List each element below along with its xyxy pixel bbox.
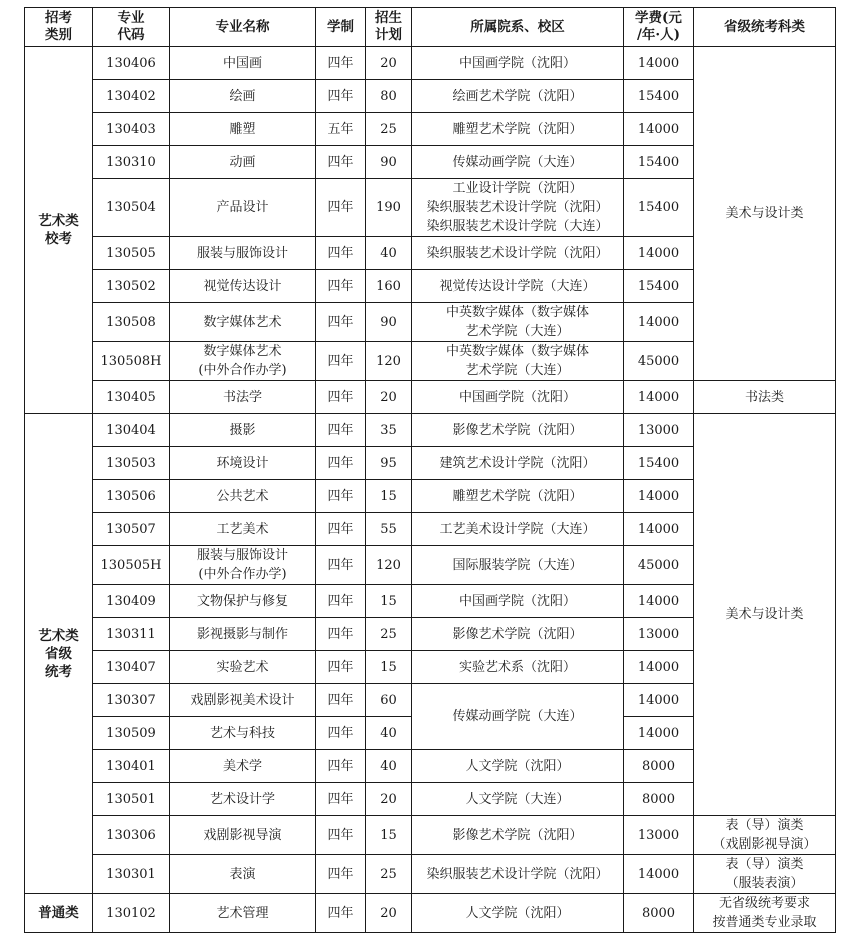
exam-type-cell: 书法类 — [694, 381, 836, 414]
fee-cell: 15400 — [624, 179, 694, 237]
duration-cell: 四年 — [316, 546, 366, 585]
college-cell: 传媒动画学院（大连） — [412, 146, 624, 179]
code-cell: 130310 — [93, 146, 170, 179]
quota-cell: 80 — [366, 80, 412, 113]
code-cell: 130501 — [93, 783, 170, 816]
header-category: 招考 类别 — [25, 8, 93, 47]
duration-cell: 四年 — [316, 179, 366, 237]
college-cell: 雕塑艺术学院（沈阳） — [412, 480, 624, 513]
name-cell: 艺术设计学 — [170, 783, 316, 816]
exam-type-cell: 美术与设计类 — [694, 47, 836, 381]
category-cell: 艺术类 省级 统考 — [25, 414, 93, 894]
fee-cell: 8000 — [624, 750, 694, 783]
college-cell: 中英数字媒体（数字媒体 艺术学院（大连） — [412, 342, 624, 381]
quota-cell: 20 — [366, 381, 412, 414]
code-cell: 130507 — [93, 513, 170, 546]
college-cell: 视觉传达设计学院（大连） — [412, 270, 624, 303]
exam-type-cell: 美术与设计类 — [694, 414, 836, 816]
name-cell: 美术学 — [170, 750, 316, 783]
header-duration: 学制 — [316, 8, 366, 47]
code-cell: 130504 — [93, 179, 170, 237]
quota-cell: 15 — [366, 585, 412, 618]
code-cell: 130404 — [93, 414, 170, 447]
quota-cell: 120 — [366, 546, 412, 585]
duration-cell: 四年 — [316, 414, 366, 447]
duration-cell: 五年 — [316, 113, 366, 146]
name-cell: 产品设计 — [170, 179, 316, 237]
duration-cell: 四年 — [316, 480, 366, 513]
quota-cell: 90 — [366, 303, 412, 342]
quota-cell: 160 — [366, 270, 412, 303]
duration-cell: 四年 — [316, 618, 366, 651]
header-fee: 学费(元 /年·人) — [624, 8, 694, 47]
quota-cell: 25 — [366, 855, 412, 894]
quota-cell: 20 — [366, 894, 412, 933]
fee-cell: 14000 — [624, 47, 694, 80]
code-cell: 130401 — [93, 750, 170, 783]
fee-cell: 15400 — [624, 270, 694, 303]
duration-cell: 四年 — [316, 303, 366, 342]
code-cell: 130307 — [93, 684, 170, 717]
table-row — [25, 855, 836, 894]
fee-cell: 14000 — [624, 303, 694, 342]
college-cell: 人文学院（大连） — [412, 783, 624, 816]
college-cell: 影像艺术学院（沈阳） — [412, 816, 624, 855]
table-row — [25, 47, 836, 80]
quota-cell: 25 — [366, 618, 412, 651]
header-exam-type: 省级统考科类 — [694, 8, 836, 47]
code-cell: 130503 — [93, 447, 170, 480]
duration-cell: 四年 — [316, 585, 366, 618]
quota-cell: 20 — [366, 47, 412, 80]
table-row — [25, 414, 836, 447]
duration-cell: 四年 — [316, 783, 366, 816]
quota-cell: 15 — [366, 816, 412, 855]
fee-cell: 14000 — [624, 717, 694, 750]
college-cell: 建筑艺术设计学院（沈阳） — [412, 447, 624, 480]
code-cell: 130306 — [93, 816, 170, 855]
header-name: 专业名称 — [170, 8, 316, 47]
header-college: 所属院系、校区 — [412, 8, 624, 47]
quota-cell: 120 — [366, 342, 412, 381]
quota-cell: 35 — [366, 414, 412, 447]
duration-cell: 四年 — [316, 894, 366, 933]
code-cell: 130403 — [93, 113, 170, 146]
code-cell: 130508H — [93, 342, 170, 381]
code-cell: 130409 — [93, 585, 170, 618]
fee-cell: 15400 — [624, 80, 694, 113]
exam-type-cell: 无省级统考要求 按普通类专业录取 — [694, 894, 836, 933]
quota-cell: 15 — [366, 480, 412, 513]
name-cell: 实验艺术 — [170, 651, 316, 684]
college-cell: 影像艺术学院（沈阳） — [412, 618, 624, 651]
fee-cell: 14000 — [624, 381, 694, 414]
college-cell: 中国画学院（沈阳） — [412, 47, 624, 80]
duration-cell: 四年 — [316, 381, 366, 414]
college-cell: 染织服装艺术设计学院（沈阳） — [412, 855, 624, 894]
quota-cell: 95 — [366, 447, 412, 480]
duration-cell: 四年 — [316, 717, 366, 750]
name-cell: 艺术与科技 — [170, 717, 316, 750]
code-cell: 130505 — [93, 237, 170, 270]
college-cell: 国际服装学院（大连） — [412, 546, 624, 585]
code-cell: 130407 — [93, 651, 170, 684]
header-code: 专业 代码 — [93, 8, 170, 47]
name-cell: 数字媒体艺术 — [170, 303, 316, 342]
quota-cell: 40 — [366, 717, 412, 750]
code-cell: 130505H — [93, 546, 170, 585]
header-row — [25, 8, 836, 47]
header-quota: 招生 计划 — [366, 8, 412, 47]
name-cell: 公共艺术 — [170, 480, 316, 513]
fee-cell: 14000 — [624, 237, 694, 270]
fee-cell: 8000 — [624, 894, 694, 933]
category-cell: 普通类 — [25, 894, 93, 933]
fee-cell: 15400 — [624, 447, 694, 480]
college-cell: 人文学院（沈阳） — [412, 894, 624, 933]
quota-cell: 55 — [366, 513, 412, 546]
duration-cell: 四年 — [316, 342, 366, 381]
exam-type-cell: 表（导）演类 （服装表演） — [694, 855, 836, 894]
duration-cell: 四年 — [316, 146, 366, 179]
fee-cell: 14000 — [624, 855, 694, 894]
fee-cell: 45000 — [624, 342, 694, 381]
name-cell: 表演 — [170, 855, 316, 894]
code-cell: 130405 — [93, 381, 170, 414]
fee-cell: 14000 — [624, 513, 694, 546]
table-row — [25, 816, 836, 855]
name-cell: 视觉传达设计 — [170, 270, 316, 303]
quota-cell: 20 — [366, 783, 412, 816]
admissions-table — [24, 7, 836, 933]
code-cell: 130509 — [93, 717, 170, 750]
quota-cell: 90 — [366, 146, 412, 179]
name-cell: 书法学 — [170, 381, 316, 414]
code-cell: 130102 — [93, 894, 170, 933]
quota-cell: 60 — [366, 684, 412, 717]
name-cell: 摄影 — [170, 414, 316, 447]
code-cell: 130502 — [93, 270, 170, 303]
name-cell: 艺术管理 — [170, 894, 316, 933]
name-cell: 戏剧影视美术设计 — [170, 684, 316, 717]
name-cell: 动画 — [170, 146, 316, 179]
duration-cell: 四年 — [316, 237, 366, 270]
college-cell: 绘画艺术学院（沈阳） — [412, 80, 624, 113]
duration-cell: 四年 — [316, 47, 366, 80]
table-row — [25, 894, 836, 933]
code-cell: 130301 — [93, 855, 170, 894]
name-cell: 服装与服饰设计 (中外合作办学) — [170, 546, 316, 585]
duration-cell: 四年 — [316, 750, 366, 783]
fee-cell: 13000 — [624, 414, 694, 447]
duration-cell: 四年 — [316, 80, 366, 113]
code-cell: 130402 — [93, 80, 170, 113]
college-cell: 工艺美术设计学院（大连） — [412, 513, 624, 546]
college-cell: 工业设计学院（沈阳） 染织服装艺术设计学院（沈阳） 染织服装艺术设计学院（大连） — [412, 179, 624, 237]
college-cell: 雕塑艺术学院（沈阳） — [412, 113, 624, 146]
code-cell: 130508 — [93, 303, 170, 342]
duration-cell: 四年 — [316, 855, 366, 894]
fee-cell: 14000 — [624, 585, 694, 618]
quota-cell: 40 — [366, 237, 412, 270]
name-cell: 绘画 — [170, 80, 316, 113]
college-cell: 中国画学院（沈阳） — [412, 585, 624, 618]
fee-cell: 14000 — [624, 113, 694, 146]
code-cell: 130506 — [93, 480, 170, 513]
name-cell: 雕塑 — [170, 113, 316, 146]
fee-cell: 13000 — [624, 816, 694, 855]
table-row — [25, 381, 836, 414]
quota-cell: 190 — [366, 179, 412, 237]
college-cell: 中国画学院（沈阳） — [412, 381, 624, 414]
fee-cell: 15400 — [624, 146, 694, 179]
name-cell: 中国画 — [170, 47, 316, 80]
fee-cell: 14000 — [624, 651, 694, 684]
duration-cell: 四年 — [316, 684, 366, 717]
name-cell: 文物保护与修复 — [170, 585, 316, 618]
fee-cell: 8000 — [624, 783, 694, 816]
quota-cell: 15 — [366, 651, 412, 684]
fee-cell: 14000 — [624, 480, 694, 513]
code-cell: 130406 — [93, 47, 170, 80]
name-cell: 戏剧影视导演 — [170, 816, 316, 855]
exam-type-cell: 表（导）演类 （戏剧影视导演） — [694, 816, 836, 855]
college-cell: 中英数字媒体（数字媒体 艺术学院（大连） — [412, 303, 624, 342]
code-cell: 130311 — [93, 618, 170, 651]
college-cell: 染织服装艺术设计学院（沈阳） — [412, 237, 624, 270]
name-cell: 服装与服饰设计 — [170, 237, 316, 270]
quota-cell: 40 — [366, 750, 412, 783]
name-cell: 数字媒体艺术 (中外合作办学) — [170, 342, 316, 381]
quota-cell: 25 — [366, 113, 412, 146]
college-cell: 实验艺术系（沈阳） — [412, 651, 624, 684]
duration-cell: 四年 — [316, 270, 366, 303]
category-cell: 艺术类 校考 — [25, 47, 93, 414]
college-cell: 传媒动画学院（大连） — [412, 684, 624, 750]
duration-cell: 四年 — [316, 447, 366, 480]
fee-cell: 45000 — [624, 546, 694, 585]
name-cell: 影视摄影与制作 — [170, 618, 316, 651]
name-cell: 工艺美术 — [170, 513, 316, 546]
fee-cell: 14000 — [624, 684, 694, 717]
duration-cell: 四年 — [316, 513, 366, 546]
duration-cell: 四年 — [316, 651, 366, 684]
name-cell: 环境设计 — [170, 447, 316, 480]
college-cell: 影像艺术学院（沈阳） — [412, 414, 624, 447]
college-cell: 人文学院（沈阳） — [412, 750, 624, 783]
duration-cell: 四年 — [316, 816, 366, 855]
fee-cell: 13000 — [624, 618, 694, 651]
